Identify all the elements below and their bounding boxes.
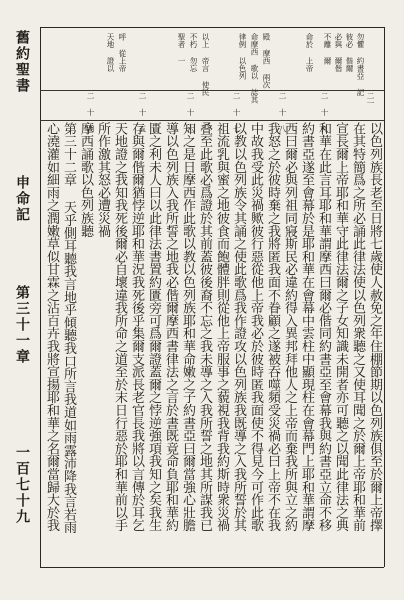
body-text-column: 和華在此言耳耶和華謂摩西曰爾必偕同約書亞至會幕我與約書亞立命不移 bbox=[316, 122, 331, 532]
body-text-column: 祖流乳與蜜之地彼食而飽體胖則從他上帝服事之藐視我背我約斯時衆災禍 bbox=[214, 122, 229, 532]
verse-number: 二 十 七 bbox=[232, 92, 241, 133]
note-separator-line bbox=[40, 90, 384, 91]
body-text-column: 第三十二章 天乎側耳聽我言地乎傾聽我口所言我道如雨露沛降我言若雨 bbox=[61, 122, 76, 534]
body-text-column: 宣長爾上帝耶和華守此律法爾之子女知識未開者亦可聽之以聞此律法之典 bbox=[333, 122, 348, 532]
marginal-note: 以上 帝言 使民 bbox=[201, 33, 210, 96]
verse-number: 二一 bbox=[366, 92, 375, 107]
body-separator-line bbox=[40, 120, 384, 121]
verse-number: 二 十 五 bbox=[138, 92, 147, 133]
body-text-column: 存與爾偕爾猶悖逆耶和華況我死後乎集爾支派長老官長我將以言傳於耳乞 bbox=[129, 122, 144, 532]
running-head-chapter: 第三十一章 bbox=[14, 285, 30, 365]
frame-right-line bbox=[384, 27, 385, 567]
body-text-column: 約書亞遂至會幕於是耶和華在會幕中雲柱中顯現柱在會幕門上耶和華謂摩 bbox=[299, 122, 314, 532]
frame-bottom-line bbox=[40, 567, 384, 568]
body-text-column: 西曰爾必與列祖同寢斯民必違約得入異邦拜他人之上帝而棄我所與立之約 bbox=[282, 122, 297, 532]
verse-number: 二 十 九 bbox=[320, 92, 329, 133]
body-text-column: 在其特簡爲之所必誦此律法使以色列衆聽之又使耳聞之於爾上帝耶和華前 bbox=[350, 122, 365, 532]
marginal-note: 聖者 一 bbox=[177, 33, 186, 65]
running-head-book-title: 舊約聖書 bbox=[14, 30, 30, 94]
body-text-column: 我怒之於彼時棄之我將匿我面不眷顧之遂被吞噬頻受災禍必曰上帝不在我 bbox=[265, 122, 280, 532]
running-head-book-name: 申命記 bbox=[14, 175, 30, 223]
verse-number: 二 十 八 bbox=[278, 92, 287, 133]
marginal-note: 必與 爾偕 bbox=[334, 33, 343, 72]
body-text-column: 知之是日摩西作此歌以教以色列族耶和華命嫩之子約書亞曰爾當強心壯膽 bbox=[180, 122, 195, 532]
body-text-column: 天地證之我知我死後爾必自壞違我所命之道至於末日行惡於耶和華前以手 bbox=[112, 122, 127, 532]
verse-number: 二 十 六 bbox=[186, 92, 195, 133]
frame-left-line bbox=[40, 27, 41, 567]
marginal-note: 呼 從上帝 bbox=[118, 33, 127, 72]
marginal-note: 天地 證以 bbox=[106, 33, 115, 72]
body-text-column: 心澆灌如細雨之潤嫩草似甘霖之沾百卉我將宣揚耶和華之名爾當歸大於我 bbox=[44, 122, 59, 532]
body-text-column: 摩西誦歌以色列族聽 bbox=[78, 122, 93, 238]
verse-number: 二 十 四 bbox=[86, 92, 95, 133]
marginal-note: 命於 上帝 bbox=[305, 33, 314, 72]
body-text-column: 以教以色列族令其誦之使此歌爲我作證攻以色列族我既導之入我所誓於其 bbox=[231, 122, 246, 532]
frame-top-line bbox=[40, 27, 384, 28]
marginal-note: 勿懼 約書亞 記 bbox=[356, 33, 365, 96]
body-text-column: 叠至此歌必爲證於其前蓋彼後裔不忘之我未導之入我所誓之地其所謀我已 bbox=[197, 122, 212, 532]
body-text-column: 中故我受此災禍歟彼行惡從他上帝我必於彼時匿我面使不得見今可作此歌 bbox=[248, 122, 263, 532]
page-number: 一百七十九 bbox=[14, 445, 30, 525]
marginal-note: 殿 摩西 兩次 bbox=[262, 33, 271, 89]
body-text-column: 以色列族長老至日將七歲使人赦免之年住棚節期以色列族俱至於爾上帝擇 bbox=[367, 122, 382, 532]
body-text-column: 導以色列族入我所誓之地我必偕爾摩西書律法之言於書既竟命負耶和華約 bbox=[163, 122, 178, 532]
body-text-column: 所作激其怒必遭災禍 bbox=[95, 122, 110, 238]
marginal-note: 律例 以色列 bbox=[238, 33, 247, 80]
body-text-column: 匱之利未人曰以此律法書置約匱旁可爲爾證蓋爾之悖逆強項我知之矣我生 bbox=[146, 122, 161, 532]
marginal-note: 不朽 勿忘 bbox=[189, 33, 198, 72]
marginal-note: 不離 爾 bbox=[323, 33, 332, 65]
marginal-note: 命摩西 歌以 誌其 bbox=[250, 33, 259, 104]
marginal-note: 彼必 偕爾 bbox=[345, 33, 354, 72]
